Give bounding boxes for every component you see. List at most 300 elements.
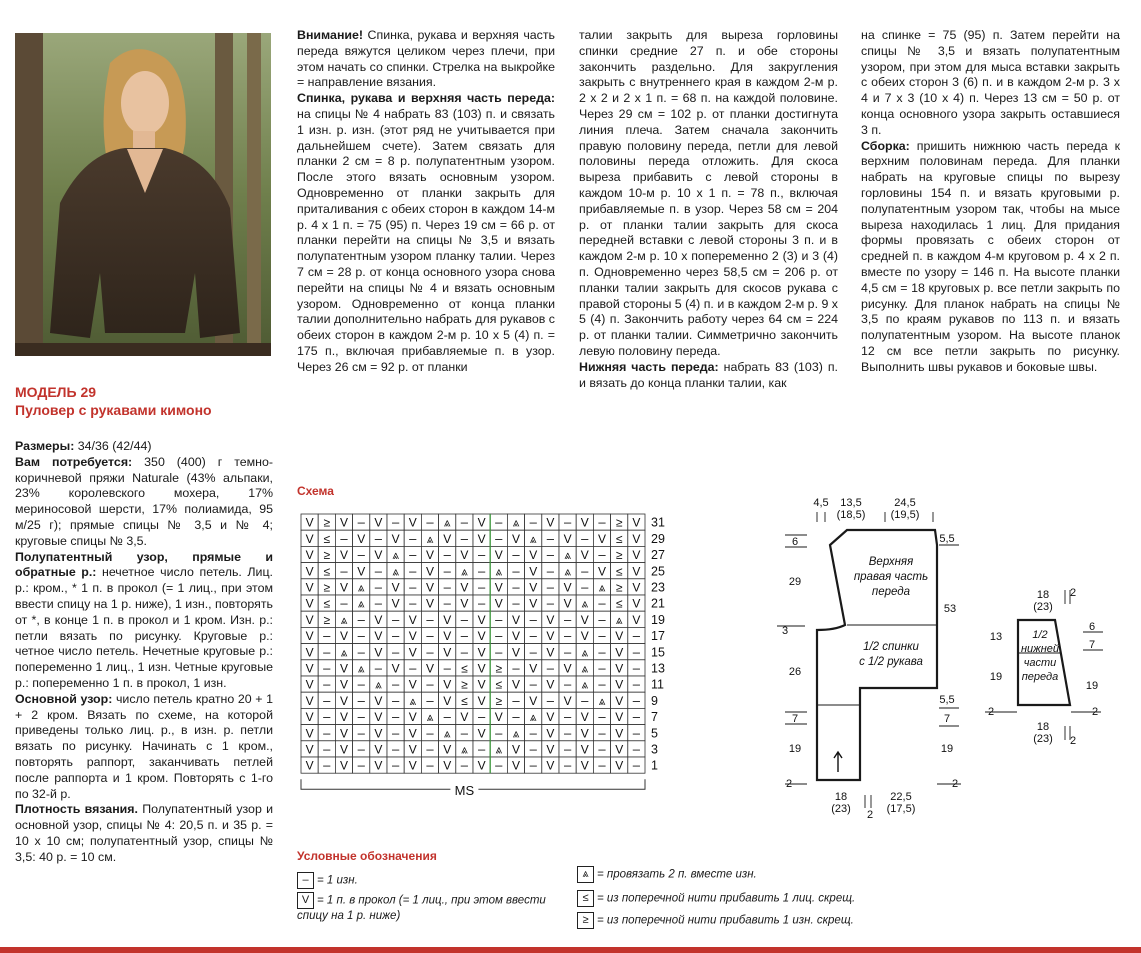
col1-paragraph [15,692,273,803]
chart-symbol: – [391,692,400,708]
chart-symbol: ≥ [615,548,623,563]
chart-symbol: – [529,644,537,660]
chart-symbol: V [580,758,589,773]
chart-symbol: V [529,693,538,708]
chart-symbol: – [357,676,365,692]
chart-symbol: V [408,629,417,644]
dim-label: 2 [1091,706,1099,718]
chart-symbol: – [529,757,537,773]
chart-symbol: – [443,547,451,563]
chart-symbol: – [632,644,641,660]
dim-label: 18 [834,791,848,803]
knitting-direction-arrow [834,752,842,772]
chart-symbol: V [408,515,417,530]
chart-symbol: ≥ [323,580,331,595]
chart-symbol: V [511,531,521,546]
chart-symbol: ⩓ [426,710,434,725]
chart-symbol: – [323,676,331,692]
chart-row-number: 5 [651,726,658,741]
chart-symbol: V [374,726,383,741]
dim-label: (18,5) [836,509,866,521]
chart-symbol: V [460,596,469,611]
chart-symbol: – [512,563,520,579]
chart-symbol: – [443,660,451,676]
chart-symbol: – [357,741,365,757]
chart-symbol: – [598,676,606,692]
dim-label: 2 [866,809,874,821]
chart-symbol: V [494,580,503,595]
chart-symbol: ⩓ [357,596,365,611]
chart-symbol: – [495,757,503,773]
chart-symbol: – [374,563,383,579]
dim-label: (19,5) [890,509,920,521]
piece-label: с 1/2 рукава [859,656,923,668]
chart-symbol: – [632,725,641,741]
chart-symbol: V [580,515,589,530]
chart-symbol: V [477,612,486,627]
piece-label: части [1023,657,1057,669]
paragraph-text: Полупатентный узор и основной узор, спицы № 4: 20,5 п. и 35 р. = 10 х 10 см; полупатентный узор, спицы № 3,5: 40 р. = 10 см. [15,802,273,864]
chart-symbol: V [546,677,555,692]
chart-symbol: – [563,514,572,530]
chart-symbol: ≤ [495,677,503,692]
garment-pattern [765,490,1140,830]
chart-symbol: V [477,693,486,708]
dim-label: (17,5) [886,803,916,815]
chart-symbol: ⩓ [512,515,520,530]
dim-label: 13,5 [840,497,862,509]
chart-symbol: V [357,531,366,546]
chart-symbol: V [615,710,624,725]
chart-symbol: – [426,757,434,773]
chart-symbol: – [598,741,606,757]
chart-symbol: – [357,725,365,741]
chart-symbol: – [374,530,383,546]
chart-symbol: V [339,661,349,676]
chart-symbol: ≤ [323,531,331,546]
col4-paragraph [861,139,1120,376]
paragraph-heading: Плотность вязания. [15,802,138,817]
paragraph-text: 350 (400) г темно-коричневой пряжи Naturale (43% альпаки, 23% королевского мохера, 17% мериносовой шерсти, 17% полиамида, 95 м/25 г); прямые спицы № 3,5 и № 4; круговые спицы № 3,5. [15,454,273,548]
chart-symbol: V [460,580,469,595]
chart-symbol: – [598,611,606,627]
dim-label: 7 [1088,639,1096,651]
chart-symbol: – [546,547,555,563]
chart-symbol: – [374,660,383,676]
chart-symbol: V [305,710,314,725]
chart-symbol: – [391,676,400,692]
chart-symbol: V [460,710,469,725]
chart-symbol: – [323,692,331,708]
chart-symbol: ⩓ [357,661,365,676]
chart-symbol: ⩓ [615,612,623,627]
chart-symbol: – [460,644,469,660]
dim-label: 22,5 [890,791,912,803]
legend-text: = 1 п. в прокол (= 1 лиц., при этом ввести спицу на 1 р. ниже) [297,894,546,922]
chart-symbol: V [374,629,383,644]
chart-symbol: V [391,531,400,546]
chart-symbol: ⩓ [564,548,571,563]
chart-symbol: V [477,726,486,741]
chart-symbol: – [357,547,365,563]
chart-symbol: V [615,742,624,757]
chart-symbol: – [598,660,606,676]
legend-item [577,912,1097,929]
chart-symbol: – [598,709,606,725]
text-column-2 [297,28,555,376]
chart-symbol: – [632,709,641,725]
chart-symbol: – [512,547,520,563]
chart-symbol: V [425,564,435,579]
chart-symbol: – [426,611,434,627]
chart-symbol: ⩓ [357,580,365,595]
chart-symbol: V [477,629,486,644]
paragraph-heading: Сборка: [861,138,910,153]
chart-symbol: – [323,709,331,725]
chart-symbol: – [323,757,331,773]
chart-symbol: ≤ [615,596,623,611]
chart-symbol: – [546,563,555,579]
chart-symbol: – [391,725,400,741]
dim-label: 6 [791,536,799,548]
chart-symbol: – [340,530,348,546]
chart-symbol: V [305,726,314,741]
chart-row-number: 1 [651,758,658,773]
col1-paragraph [15,439,273,455]
legend-text: = из поперечной нити прибавить 1 изн. скрещ. [597,914,854,927]
chart-symbol: V [339,629,349,644]
chart-symbol: V [408,742,417,757]
chart-symbol: – [512,692,520,708]
chart-symbol: – [598,514,606,530]
dim-label: (23) [1033,733,1053,745]
chart-symbol: ⩓ [409,693,417,708]
dim-label: (23) [831,803,851,815]
legend-text: = из поперечной нити прибавить 1 лиц. скрещ. [597,892,856,905]
chart-symbol: V [425,661,435,676]
chart-symbol: – [357,611,365,627]
piece-label: правая часть [853,571,929,583]
chart-symbol: V [580,629,589,644]
paragraph-heading: Спинка, рукава и верхняя часть переда: [297,91,555,106]
dim-label: 18 [1036,589,1050,601]
chart-symbol: – [391,628,400,644]
dim-label: 4,5 [813,497,829,509]
chart-symbol: – [563,676,572,692]
chart-symbol: V [632,531,641,546]
chart-symbol: – [512,595,520,611]
chart-symbol: V [443,758,452,773]
chart-symbol: V [374,515,383,530]
chart-symbol: – [546,530,555,546]
dim-label: 2 [951,778,959,790]
paragraph-text: на спинке = 75 (95) п. Затем перейти на спицы № 3,5 и вязать полупатентным узором, при этом для мыса вставки закрыть с обеих сторон 3 (6) п. и в каждом 2-м р. 3 х 4 и 7 х 3 (10 х 4) п. Через 13 см = 50 р. от конца основного узора закрыть оставшиеся 3 п. [861,28,1120,137]
chart-symbol: ⩓ [581,677,589,692]
chart-symbol: V [305,693,314,708]
chart-symbol: – [563,741,572,757]
text-column-4 [861,28,1120,376]
chart-symbol: V [494,596,503,611]
chart-symbol: V [529,661,538,676]
chart-symbol: V [305,580,314,595]
chart-symbol: – [495,628,503,644]
chart-symbol: – [357,757,365,773]
chart-symbol: V [408,758,417,773]
chart-symbol: V [425,596,435,611]
chart-symbol: – [460,611,469,627]
dim-label: 3 [781,625,789,637]
chart-symbol: ≥ [323,548,331,563]
chart-symbol: – [546,595,555,611]
chart-symbol: – [632,628,641,644]
chart-symbol: V [511,758,521,773]
chart-symbol: – [460,757,469,773]
chart-symbol: – [581,579,589,595]
chart-symbol: ⩓ [564,564,571,579]
legend-item [297,892,547,923]
legend-symbol: – [297,872,314,889]
chart-symbol: ≤ [615,564,623,579]
chart-symbol: V [477,645,486,660]
chart-symbol: V [408,612,417,627]
chart-symbol: – [529,676,537,692]
chart-symbol: – [632,741,641,757]
chart-symbol: V [443,612,452,627]
chart-symbol: V [443,645,452,660]
dim-label: 5,5 [939,533,955,545]
chart-symbol: V [615,726,624,741]
chart-symbol: V [511,612,521,627]
chart-symbol: – [477,741,486,757]
chart-symbol: – [357,692,365,708]
chart-row-number: 25 [651,564,665,579]
chart-symbol: V [580,742,589,757]
chart-symbol: ≥ [615,580,623,595]
paragraph-heading: Нижняя часть переда: [579,359,719,374]
chart-symbol: V [546,645,555,660]
chart-symbol: V [339,677,349,692]
chart-symbol: V [305,645,314,660]
chart-symbol: V [425,580,435,595]
chart-symbol: V [546,742,555,757]
chart-symbol: V [563,531,572,546]
chart-symbol: V [305,548,314,563]
chart-symbol: ≥ [615,515,623,530]
chart-symbol: V [391,596,400,611]
chart-symbol: V [391,661,400,676]
chart-symbol: V [305,661,314,676]
chart-symbol: V [339,580,349,595]
legend-text: = 1 изн. [317,874,358,887]
chart-symbol: V [477,515,486,530]
chart-symbol: ≤ [461,661,468,676]
chart-symbol: – [426,628,434,644]
dim-label: 2 [1069,587,1077,599]
chart-symbol: V [580,726,589,741]
chart-symbol: – [391,514,400,530]
chart-symbol: V [339,726,349,741]
chart-symbol: ⩓ [461,564,468,579]
chart-symbol: – [357,644,365,660]
chart-row-number: 13 [651,661,665,676]
chart-symbol: – [529,725,537,741]
chart-symbol: ⩓ [529,531,537,546]
dim-label: 19 [788,743,802,755]
chart-symbol: V [460,548,469,563]
chart-symbol: ≥ [323,612,331,627]
chart-symbol: V [529,548,538,563]
chart-symbol: – [598,628,606,644]
chart-symbol: V [408,726,417,741]
chart-symbol: – [374,579,383,595]
legend-symbol: V [297,892,314,909]
chart-symbol: – [632,692,641,708]
chart-symbol: ≤ [323,596,331,611]
chart-symbol: – [563,611,572,627]
col1-paragraph [15,550,273,692]
chart-symbol: – [477,547,486,563]
chart-symbol: V [443,677,452,692]
paragraph-text: пришить нижнюю часть переда к верхним половинам переда. Для планки набрать на круговые спицы по вырезу горловины 154 п. и вязать круговыми р. полупатентным узором так, чтобы на мысе выреза находилась 1 лиц. Для придания формы провязать с обеих сторон от средней п. в каждом 4-м круговом р. 4 х 2 п. вместе по узору = 146 п. На высоте планки 4,5 см = 18 круговых р. все петли закрыть по рисунку. Для планок набрать на спицы № 3,5 по краям рукавов по 113 п. и вязать полупатентным узором. На высоте планок 12 см все петли закрыть по рисунку. Выполнить швы рукавов и боковые швы. [861,138,1120,374]
chart-symbol: ⩓ [426,531,434,546]
chart-symbol: V [305,596,314,611]
page-bottom-bar [0,947,1141,953]
chart-symbol: – [443,563,451,579]
dim-label: 5,5 [939,694,955,706]
chart-symbol: – [357,709,365,725]
dim-label: 26 [788,666,802,678]
chart-symbol: – [598,725,606,741]
chart-symbol: V [511,677,521,692]
chart-symbol: ≥ [495,661,503,676]
legend-text: = провязать 2 п. вместе изн. [597,868,757,881]
chart-symbol: V [305,531,314,546]
chart-symbol: – [426,741,434,757]
chart-symbol: – [598,644,606,660]
chart-symbol: V [632,564,641,579]
dim-label: 13 [989,631,1003,643]
chart-symbol: – [391,757,400,773]
chart-symbol: V [632,548,641,563]
chart-symbol: – [426,514,434,530]
chart-symbol: – [546,579,555,595]
chart-symbol: V [615,677,624,692]
chart-symbol: ⩓ [443,726,451,741]
chart-symbol: ⩓ [375,677,382,692]
chart-symbol: V [615,661,624,676]
chart-symbol: V [374,548,383,563]
chart-symbol: – [512,709,520,725]
piece-label: 1/2 спинки [863,641,919,653]
chart-symbol: ⩓ [495,742,503,757]
legend-symbol: ⩓ [577,866,594,883]
dim-label: 2 [1069,735,1077,747]
chart-row-number: 11 [651,677,664,692]
chart-symbol: – [529,611,537,627]
chart-row-number: 27 [651,548,665,563]
chart-symbol: V [615,758,624,773]
chart-symbol: – [512,579,520,595]
chart-symbol: – [443,709,451,725]
chart-symbol: ⩓ [581,596,589,611]
legend-symbol: ≤ [577,890,594,907]
chart-symbol: – [563,757,572,773]
chart-symbol: – [598,547,606,563]
chart-symbol: – [409,660,417,676]
chart-symbol: V [632,515,641,530]
chart-symbol: ⩓ [340,612,348,627]
legend-symbol: ≥ [577,912,594,929]
chart-symbol: V [597,564,607,579]
ms-label: MS [454,783,475,799]
chart-row-number: 21 [651,596,665,611]
chart-symbol: V [615,645,624,660]
chart-symbol: ⩓ [581,661,589,676]
chart-symbol: V [477,758,486,773]
dim-label: 19 [989,671,1003,683]
chart-symbol: – [357,514,365,530]
chart-symbol: V [563,596,572,611]
chart-symbol: – [409,595,417,611]
chart-symbol: – [460,514,469,530]
chart-row-number: 29 [651,531,665,546]
paragraph-heading: Размеры: [15,439,75,453]
chart-symbol: V [494,548,503,563]
chart-symbol: – [443,595,451,611]
col1-paragraph [15,802,273,865]
chart-row-number: 17 [651,629,665,644]
paragraph-heading: Полупатентный узор, прямые и обратные р.: [15,549,273,580]
dim-label: 7 [791,713,799,725]
chart-symbol: V [443,742,452,757]
chart-symbol: V [580,612,589,627]
piece-label: Верхняя [868,556,914,568]
dim-label: 18 [1036,721,1050,733]
chart-symbol: V [546,726,555,741]
chart-symbol: – [426,725,434,741]
chart-symbol: V [374,710,383,725]
chart-symbol: – [443,579,451,595]
dim-label: 2 [785,778,793,790]
chart-symbol: V [511,629,521,644]
chart-symbol: – [323,628,331,644]
chart-symbol: – [598,757,606,773]
legend-item [577,866,1097,883]
chart-symbol: – [391,741,400,757]
chart-symbol: V [477,677,486,692]
legend [297,868,1097,938]
chart-symbol: – [391,611,400,627]
chart-symbol: ⩓ [598,693,606,708]
chart-symbol: – [409,530,417,546]
chart-symbol: V [563,661,572,676]
chart-symbol: – [409,579,417,595]
chart-row-number: 23 [651,580,665,595]
chart-symbol: – [563,709,572,725]
paragraph-text: Спинка, рукава и верхняя часть переда вяжутся целиком через плечи, при этом начать со спинки. Стрелка на выкройке = направление вязания. [297,28,555,90]
chart-symbol: ⩓ [598,580,606,595]
chart-symbol: – [632,676,641,692]
chart-symbol: – [495,530,503,546]
chart-symbol: V [408,710,417,725]
chart-symbol: V [391,580,400,595]
chart-symbol: – [529,514,537,530]
chart-symbol: – [426,676,434,692]
dim-label: 19 [940,743,954,755]
chart-symbol: – [495,611,503,627]
paragraph-text: набрать 83 (103) п. и вязать до конца планки талии, как [579,359,838,390]
chart-symbol: – [357,628,365,644]
